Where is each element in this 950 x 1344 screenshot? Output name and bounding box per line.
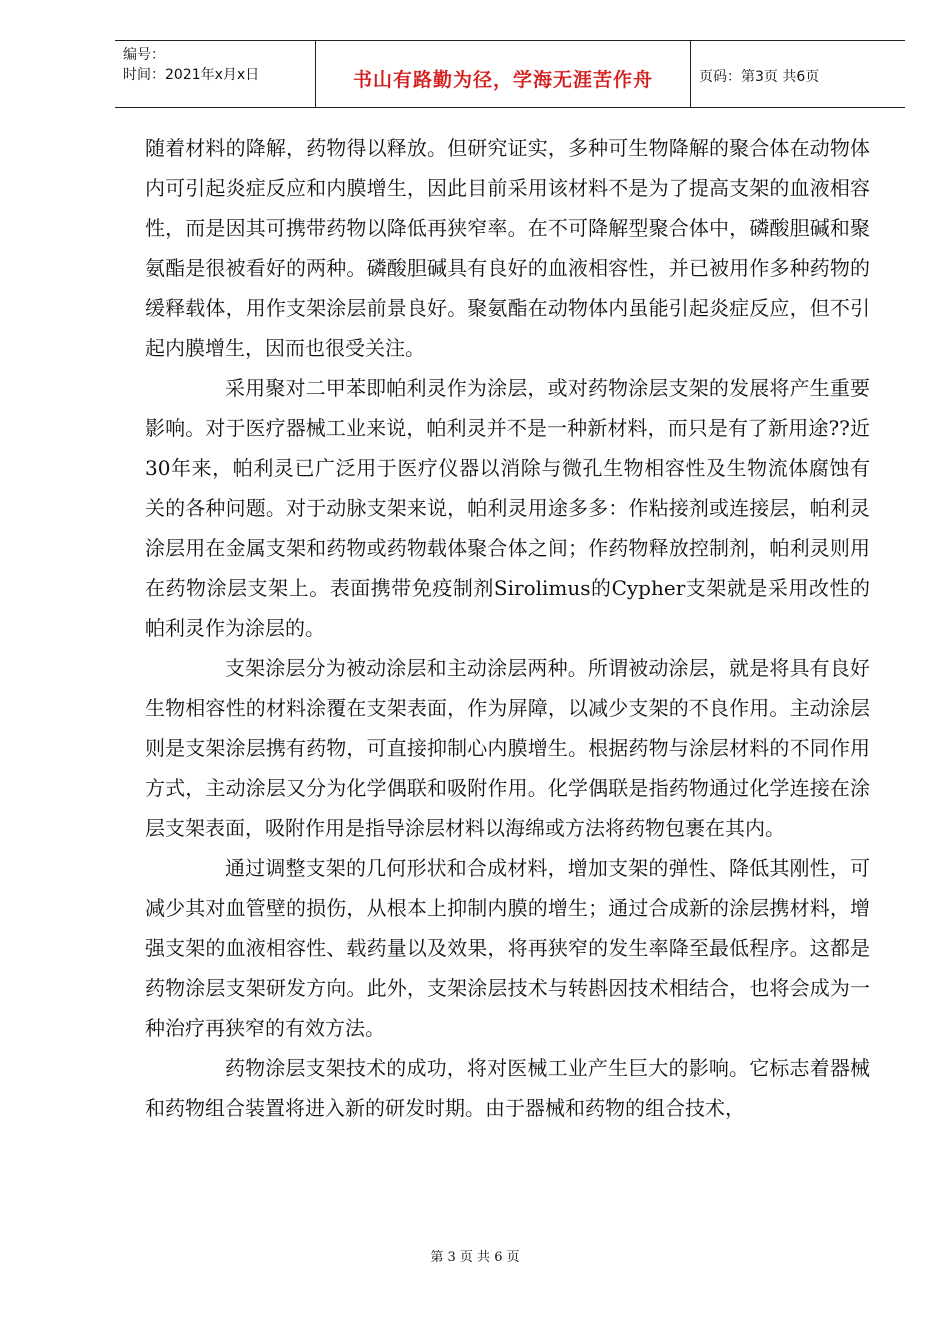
document-time-label: 时间：2021年x月x日 <box>123 67 260 83</box>
header-motto-cell <box>315 41 691 107</box>
paragraph-4: 通过调整支架的几何形状和合成材料，增加支架的弹性、降低其刚性，可减少其对血管壁的损伤，从根本上抑制内膜的增生；通过合成新的涂层携材料，增强支架的血液相容性、载药量以及效果，将再狭窄的发生率降至最低程序。这都是药物涂层支架研发方向。此外，支架涂层技术与转斟因技术相结合，也将会成为一种治疗再狭窄的有效方法。 <box>145 856 870 1040</box>
document-number-label: 编号： <box>123 47 165 63</box>
header-meta-cell <box>115 41 315 107</box>
document-body <box>145 128 870 1128</box>
paragraph-1: 随着材料的降解，药物得以释放。但研究证实，多种可生物降解的聚合体在动物体内可引起炎症反应和内膜增生，因此目前采用该材料不是为了提高支架的血液相容性，而是因其可携带药物以降低再狭窄率。在不可降解型聚合体中，磷酸胆碱和聚氨酯是很被看好的两种。磷酸胆碱具有良好的血液相容性，并已被用作多种药物的缓释载体，用作支架涂层前景良好。聚氨酯在动物体内虽能引起炎症反应，但不引起内膜增生，因而也很受关注。 <box>145 136 870 360</box>
header-motto: 书山有路勤为径，学海无涯苦作舟 <box>352 69 653 91</box>
page-footer: 第 3 页 共 6 页 <box>430 1250 520 1265</box>
paragraph-5: 药物涂层支架技术的成功，将对医械工业产生巨大的影响。它标志着器械和药物组合装置将进入新的研发时期。由于器械和药物的组合技术， <box>145 1056 870 1120</box>
paragraph-3: 支架涂层分为被动涂层和主动涂层两种。所谓被动涂层，就是将具有良好生物相容性的材料涂覆在支架表面，作为屏障，以减少支架的不良作用。主动涂层则是支架涂层携有药物，可直接抑制心内膜增生。根据药物与涂层材料的不同作用方式，主动涂层又分为化学偶联和吸附作用。化学偶联是指药物通过化学连接在涂层支架表面，吸附作用是指导涂层材料以海绵或方法将药物包裹在其内。 <box>145 656 870 840</box>
header-page-label: 页码：第3页 共6页 <box>699 69 820 85</box>
paragraph-2: 采用聚对二甲苯即帕利灵作为涂层，或对药物涂层支架的发展将产生重要影响。对于医疗器械工业来说，帕利灵并不是一种新材料，而只是有了新用途??近30年来，帕利灵已广泛用于医疗仪器以消除与微孔生物相容性及生物流体腐蚀有关的各种问题。对于动脉支架来说，帕利灵用途多多：作粘接剂或连接层，帕利灵涂层用在金属支架和药物或药物载体聚合体之间；作药物释放控制剂，帕利灵则用在药物涂层支架上。表面携带免疫制剂Sirolimus的Cypher支架就是采用改性的帕利灵作为涂层的。 <box>145 376 870 640</box>
header-page-cell <box>689 41 905 107</box>
page-header <box>115 40 905 108</box>
